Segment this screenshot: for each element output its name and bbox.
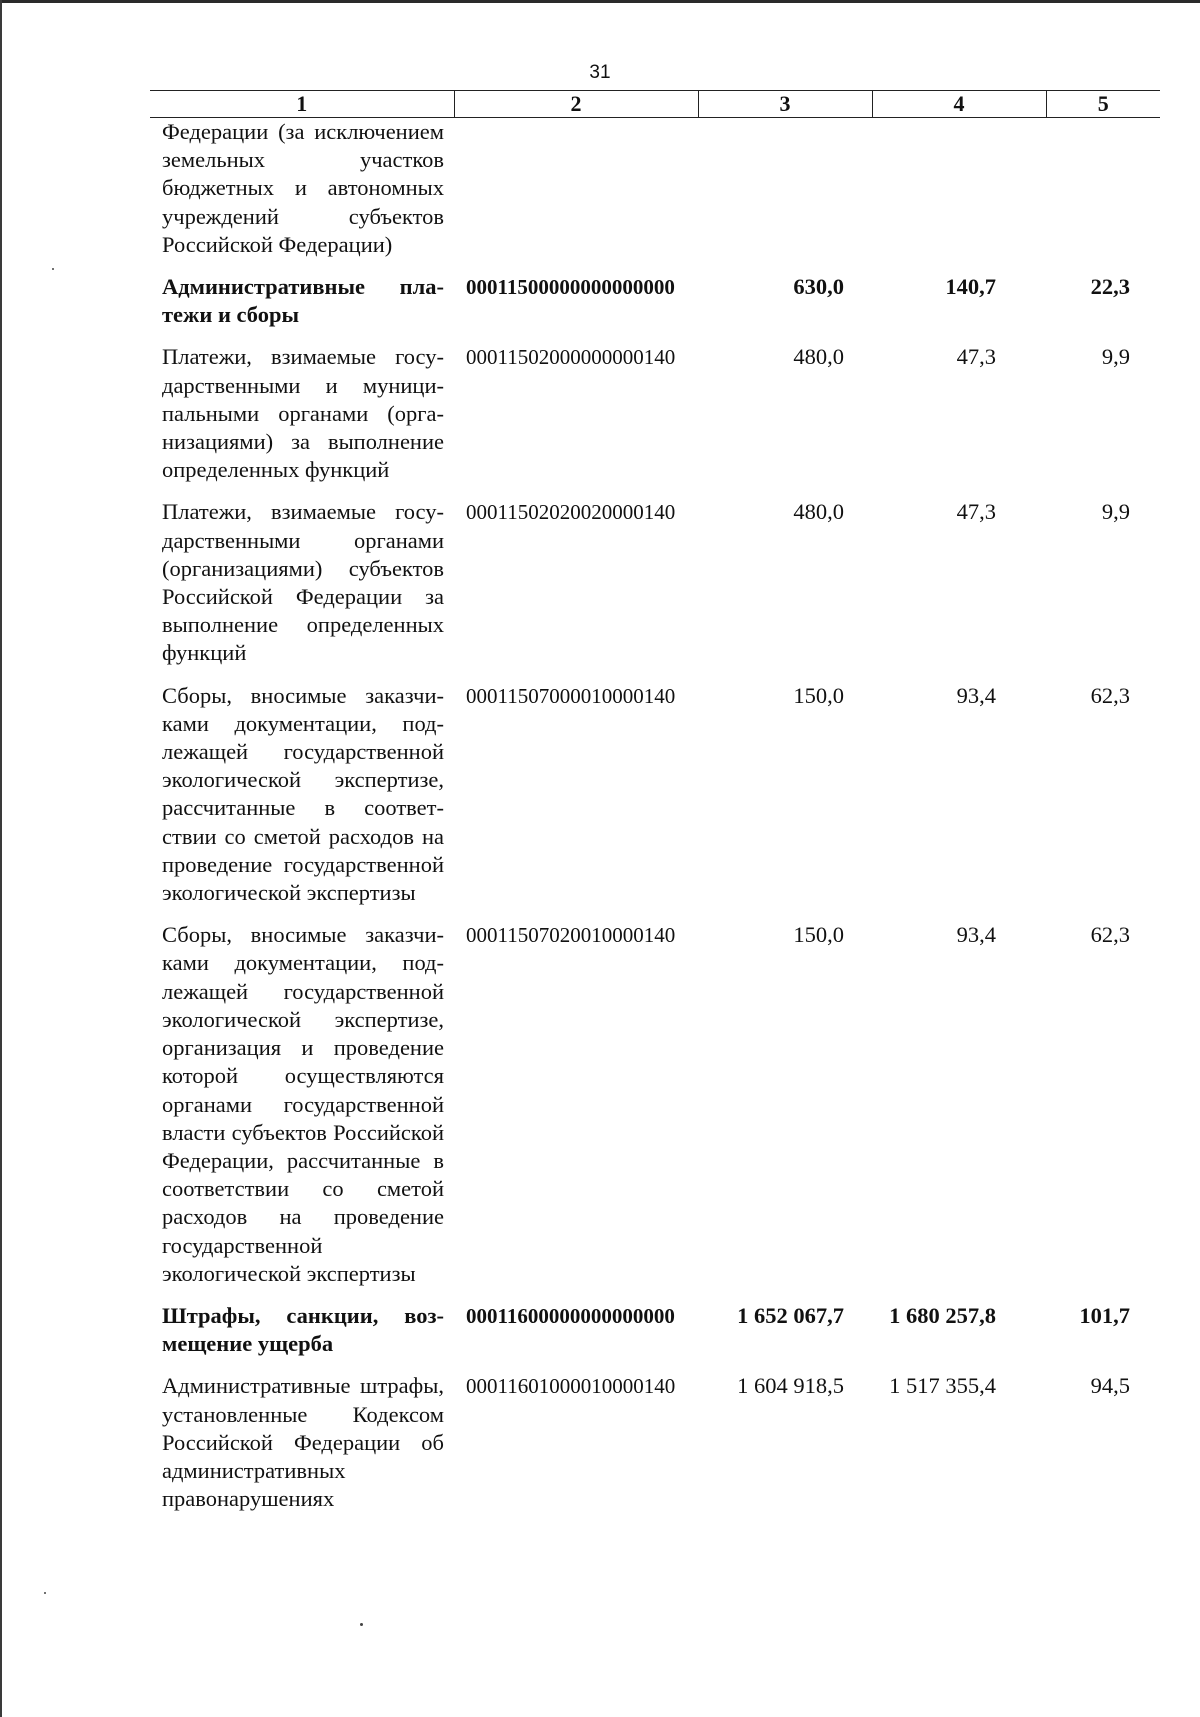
row-value-col5: 9,9	[1101, 344, 1130, 370]
header-col-2: 2	[454, 91, 698, 118]
row-value-col5: 22,3	[1090, 274, 1130, 300]
row-value-col5	[1046, 118, 1160, 274]
table-row	[150, 1372, 1160, 1513]
header-col-3: 3	[698, 91, 872, 118]
row-value-col3	[698, 118, 872, 274]
row-value-col5: 94,5	[1090, 1373, 1130, 1399]
row-name: Платежи, взимаемые государственными органами (организациями) субъектов Российской Федерации за выполнение определенных функций	[162, 499, 444, 666]
header-col-4: 4	[872, 91, 1046, 118]
row-code: 00011502000000000140	[466, 345, 676, 370]
table-row	[150, 1302, 1160, 1372]
row-value-col5: 9,9	[1101, 499, 1130, 525]
row-name: Административные штрафы, установленные Кодексом Российской Федерации об административных правонарушениях	[162, 1373, 444, 1512]
row-value-col5: 62,3	[1090, 922, 1130, 948]
row-value-col4: 93,4	[956, 922, 996, 948]
row-value-col4: 93,4	[956, 682, 996, 708]
table-row	[150, 498, 1160, 681]
row-value-col3: 480,0	[793, 344, 844, 370]
scan-speck	[52, 268, 54, 270]
scan-speck	[44, 1592, 46, 1594]
row-code: 00011500000000000000	[466, 275, 675, 300]
scan-speck	[360, 1623, 363, 1626]
header-col-5: 5	[1046, 91, 1160, 118]
row-name: Сборы, вносимые заказчиками документации, подлежащей государственной экологической экспертизе, рассчитанные в соответствии со сметой расходов на проведение государственной экологической экспертизы	[162, 682, 444, 906]
row-code: 00011600000000000000	[466, 1303, 675, 1328]
table-row	[150, 343, 1160, 498]
row-value-col4	[872, 118, 1046, 274]
budget-table	[150, 90, 1160, 1513]
row-value-col5: 62,3	[1090, 682, 1130, 708]
table-row	[150, 921, 1160, 1302]
row-value-col3: 1 604 918,5	[737, 1373, 844, 1399]
row-code	[454, 118, 698, 274]
row-value-col3: 150,0	[793, 682, 844, 708]
row-name: Федерации (за исключением земельных участков бюджетных и автономных учреждений субъектов Российской Федерации)	[162, 119, 444, 257]
header-col-1: 1	[150, 91, 454, 118]
row-value-col3: 1 652 067,7	[737, 1302, 844, 1328]
row-code: 00011502020020000140	[466, 500, 676, 525]
table-header	[150, 91, 1160, 118]
page-number: 31	[589, 62, 611, 83]
row-value-col4: 47,3	[956, 344, 996, 370]
table-row	[150, 682, 1160, 922]
row-name: Административные платежи и сборы	[162, 274, 444, 328]
table-body	[150, 118, 1160, 1514]
row-name: Сборы, вносимые заказчиками документации, подлежащей государственной экологической экспертизе, организация и проведение которой осуществляются органами государственной власти субъектов Российской Федерации, рассчитанные в соответствии со сметой расходов на проведение государственной экологической экспертизы	[162, 922, 444, 1286]
row-code: 00011601000010000140	[466, 1374, 676, 1399]
row-value-col4: 140,7	[945, 274, 996, 300]
row-name: Штрафы, санкции, возмещение ущерба	[162, 1302, 444, 1357]
row-value-col3: 150,0	[793, 922, 844, 948]
row-value-col4: 1 517 355,4	[889, 1373, 996, 1399]
row-value-col3: 480,0	[793, 499, 844, 525]
row-name: Платежи, взимаемые государственными и муниципальными органами (организациями) за выполнение определенных функций	[162, 344, 444, 483]
row-value-col3: 630,0	[793, 274, 844, 300]
scan-edge-top	[0, 0, 1200, 3]
scan-edge-left	[0, 0, 2, 1717]
row-code: 00011507020010000140	[466, 923, 676, 948]
header-row	[150, 91, 1160, 118]
row-value-col4: 47,3	[956, 499, 996, 525]
row-value-col5: 101,7	[1079, 1302, 1130, 1328]
table-row	[150, 118, 1160, 274]
table-row	[150, 273, 1160, 343]
row-code: 00011507000010000140	[466, 683, 676, 708]
row-value-col4: 1 680 257,8	[889, 1302, 996, 1328]
